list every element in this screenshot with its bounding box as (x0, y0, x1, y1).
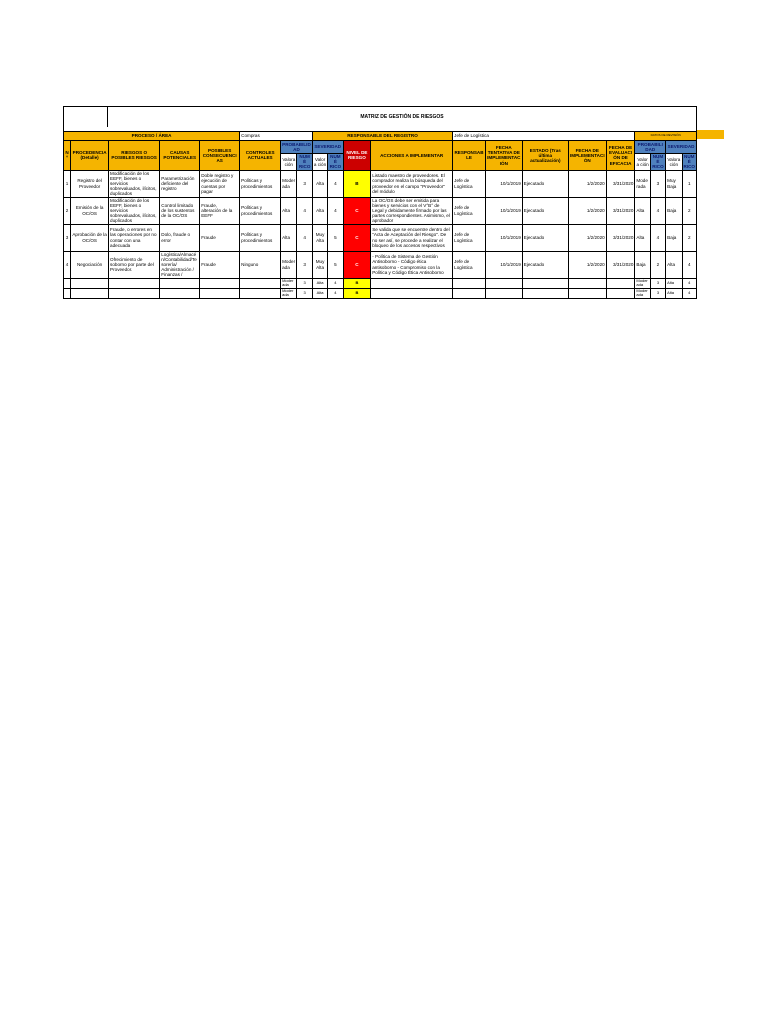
col-probabilidad: PROBABILIDAD (282, 141, 311, 152)
table-row: Moderada 3 Alta 4 B Moderada 3 Alta 4 (64, 288, 697, 298)
risk-level-badge: B (343, 288, 371, 298)
matrix-title: MATRIZ DE GESTIÓN DE RIESGOS (360, 114, 444, 120)
risk-table (63, 131, 697, 299)
col-prob2: PROBABILIDAD (635, 141, 666, 154)
col-sev2: SEVERIDAD (666, 141, 697, 154)
table-row: 1 Registro del Proveedor Modificación de los EEFF, bienes o servicios sobrevaluados, ilícitos, duplicados Parametrización deficiente del registro Doble registro y ejecución de cuentas por pagar Políticas y procedimientos Moderada 3 Alta 4 B Listado maestro de proveedores. El comprador realiza la búsqueda del proveedor en el campo "Proveedor" del módulo Jefe de Logística 10/1/2019 Ejecutado 1/2/2020 3/31/2020 Moderada 3 Muy Baja 1 (64, 170, 697, 197)
col-controles: CONTROLES ACTUALES (240, 141, 281, 171)
proceso-label: PROCESO / ÁREA (64, 132, 240, 141)
risk-level-badge: B (343, 170, 371, 197)
col-nivel: NIVEL DE RIESGO (343, 141, 371, 171)
col-acciones: ACCIONES A IMPLEMENTAR (371, 141, 453, 171)
risk-level-badge: C (343, 251, 371, 278)
risk-level-badge: C (343, 224, 371, 251)
process-row (64, 132, 697, 141)
risk-matrix-sheet (63, 106, 697, 299)
matrix-header (63, 106, 697, 127)
table-row: 2 Emisión de la OC/OS Modificación de los EEFF, bienes o servicios sobrevaluados, ilícitos, duplicados Control limitado de los sustentos de la OC/OS Fraude, alteración de la EEFF Políticas y procedimientos Alta 4 Alta 4 C La OC/OS debe ser emitida para bienes y servicios con el V°B° de Legal y debidamente firmado por las partes correspondientes. Asimismo, el aprobador Jefe de Logística 10/1/2019 Ejecutado 1/2/2020 3/31/2020 Alta 4 Baja 2 (64, 197, 697, 224)
col-estado: ESTADO (Tras última actualización) (522, 141, 568, 171)
responsable-value: Jefe de Logística (453, 132, 635, 141)
responsable-label: RESPONSABLE DEL REGISTRO (312, 132, 452, 141)
table-row: Moderada 3 Alta 4 B Moderada 3 Alta 4 (64, 278, 697, 288)
col-fecha-tentativa: FECHA TENTATIVA DE IMPLEMENTACIÓN (485, 141, 522, 171)
col-severidad: SEVERIDAD (312, 141, 343, 154)
col-consecuencias: POSIBLES CONSECUENCIAS (200, 141, 240, 171)
header-row-1 (64, 141, 697, 154)
header-extension (697, 130, 724, 139)
right-label: DATOS DE REVISIÓN (635, 132, 697, 141)
col-fecha-eval: FECHA DE EVALUACIÓN DE EFICACIA (606, 141, 635, 171)
col-responsable: RESPONSABLE (453, 141, 486, 171)
col-riesgos: RIESGOS O POSIBLES RIESGOS (109, 141, 160, 171)
table-row: 3 Aprobación de la OC/OS Fraude, o errores en las operaciones por no contar con una adecuada Dolo, fraude o error Fraude Políticas y procedimientos Alta 4 Muy Alta 5 C Se valida que se encuentre dentro del "Acta de Aceptación del Riesgo". De no ser así, se procede a realizar el bloqueo de los accesos respectivos Jefe de Logística 10/1/2019 Ejecutado 1/2/2020 3/31/2020 Alta 4 Baja 2 (64, 224, 697, 251)
col-procedencia: PROCEDENCIA (Detalle) (71, 141, 109, 171)
col-causas: CAUSAS POTENCIALES (160, 141, 200, 171)
proceso-value: Compras (240, 132, 313, 141)
risk-level-badge: B (343, 278, 371, 288)
logo-cell (64, 107, 108, 127)
risk-level-badge: C (343, 197, 371, 224)
col-fecha-impl: FECHA DE IMPLEMENTACIÓN (568, 141, 606, 171)
header-row-2: Valora ción NUMÉ RICO Valora ción NUMÉ RICO Valora ción NUMÉ RICO Valora ción NUMÉ RICO (282, 154, 695, 170)
col-n: Nº (64, 141, 71, 171)
table-row: 4 Negociación Ofrecimiento de soborno por parte del Proveedor. Logística/Almacén/Contabilidad/Tesorería/ Administración / Finanzas / Fraude Ninguno Moderada 3 Muy Alta 5 C - Política de Sistema de Gestión Antisoborno - Código ética antisoborno - Compromiso con la Política y Código Ética Antisoborno Jefe de Logística 10/1/2019 Ejecutado 1/2/2020 3/31/2020 Baja 2 Alta 4 (64, 251, 697, 278)
